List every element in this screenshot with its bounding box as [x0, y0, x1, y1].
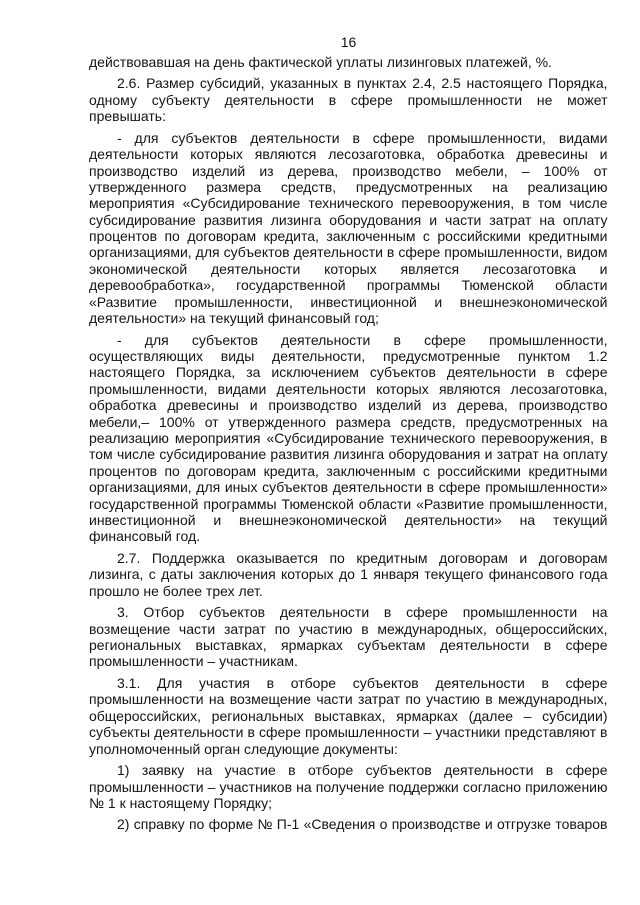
text-line: прошло не более трех лет. — [89, 582, 263, 599]
text-line: возмещение части затрат по участию в международных, общероссийских, — [89, 620, 608, 637]
paragraph — [89, 332, 608, 545]
text-line: промышленности – участников на получение поддержки согласно приложению — [89, 778, 608, 795]
text-line: утвержденного размера средств, предусмотренных на реализацию — [89, 178, 608, 195]
text-line: мебели,– 100% от утвержденного размера средств, предусмотренных на — [89, 413, 608, 430]
text-line: процентов по договорам кредита, заключенным с российскими кредитными — [89, 462, 608, 479]
text-line: действовавшая на день фактической уплаты лизинговых платежей, %. — [89, 53, 552, 70]
text-line: организациями, для субъектов деятельности в сфере промышленности, видом — [89, 244, 608, 261]
text-line: деревообработка», государственной программы Тюменской области — [89, 277, 608, 294]
text-line: «Развитие промышленности, инвестиционной и внешнеэкономической — [89, 293, 608, 310]
text-line: 2.6. Размер субсидий, указанных в пунктах 2.4, 2.5 настоящего Порядка, — [117, 75, 608, 92]
text-line: том числе субсидирование развития лизинга оборудования и затрат на оплату — [89, 446, 608, 463]
text-line: финансовый год. — [89, 528, 201, 545]
text-line: 2.7. Поддержка оказывается по кредитным договорам и договорам — [117, 549, 608, 566]
text-line: превышать: — [89, 108, 166, 125]
paragraph — [89, 762, 608, 811]
text-line: обработка древесины и производство изделий из дерева, производство — [89, 397, 608, 414]
text-line: осуществляющих виды деятельности, предусмотренные пунктом 1.2 — [89, 348, 608, 364]
text-line: общероссийских, региональных выставках, ярмарках (далее – субсидии) — [89, 707, 608, 724]
text-line: - для субъектов деятельности в сфере промышленности, видами — [117, 129, 608, 146]
paragraph — [89, 675, 608, 757]
text-line: инвестиционной и внешнеэкономической деятельности» на текущий — [89, 511, 608, 528]
text-line: мероприятия «Субсидирование технического перевооружения, в том числе — [89, 195, 608, 212]
text-line: настоящего Порядка, за исключением субъектов деятельности в сфере — [89, 364, 608, 381]
text-line: промышленности, видами деятельности которых являются лесозаготовка, — [89, 380, 608, 397]
text-line: деятельности которых являются лесозаготовка, обработка древесины и — [89, 146, 608, 163]
text-line: 3.1. Для участия в отборе субъектов деятельности в сфере — [117, 674, 608, 691]
text-line: № 1 к настоящему Порядку; — [89, 794, 272, 811]
text-line: промышленности – участникам. — [89, 653, 298, 670]
document-body — [89, 54, 608, 833]
paragraph — [89, 75, 608, 124]
paragraph — [89, 550, 608, 599]
text-line: 2) справку по форме № П-1 «Сведения о производстве и отгрузке товаров — [117, 816, 608, 833]
text-line: 3. Отбор субъектов деятельности в сфере промышленности на — [117, 604, 608, 621]
paragraph — [89, 816, 608, 832]
text-line: региональных выставках, ярмарках субъектам деятельности в сфере — [89, 637, 608, 654]
text-line: экономической деятельности которых является лесозаготовка и — [89, 260, 608, 277]
text-line: процентов по договорам кредита, заключенным с российскими кредитными — [89, 228, 608, 245]
text-line: государственной программы Тюменской области «Развитие промышленности, — [89, 495, 608, 512]
paragraph — [89, 54, 608, 70]
paragraph — [89, 604, 608, 670]
text-line: лизинга, с даты заключения которых до 1 января текущего финансового года — [89, 566, 608, 583]
text-line: - для субъектов деятельности в сфере промышленности, — [117, 331, 608, 348]
text-line: организациями, для иных субъектов деятельности в сфере промышленности» — [89, 479, 608, 496]
page-number: 16 — [340, 33, 357, 50]
text-line: 1) заявку на участие в отборе субъектов деятельности в сфере — [117, 762, 608, 779]
text-line: реализацию мероприятия «Субсидирование технического перевооружения, в — [89, 429, 608, 446]
text-line: уполномоченный орган следующие документы: — [89, 740, 398, 757]
text-line: субъекты деятельности в сфере промышленности – участники представляют в — [89, 724, 608, 741]
paragraph — [89, 130, 608, 327]
text-line: производство изделий из дерева, производство мебели, – 100% от — [89, 162, 608, 179]
text-line: одному субъекту деятельности в сфере промышленности не может — [89, 91, 608, 108]
text-line: промышленности на возмещение части затрат по участию в международных, — [89, 691, 608, 708]
text-line: субсидирование развития лизинга оборудования и части затрат на оплату — [89, 211, 608, 228]
text-line: деятельности» на текущий финансовый год; — [89, 310, 379, 327]
